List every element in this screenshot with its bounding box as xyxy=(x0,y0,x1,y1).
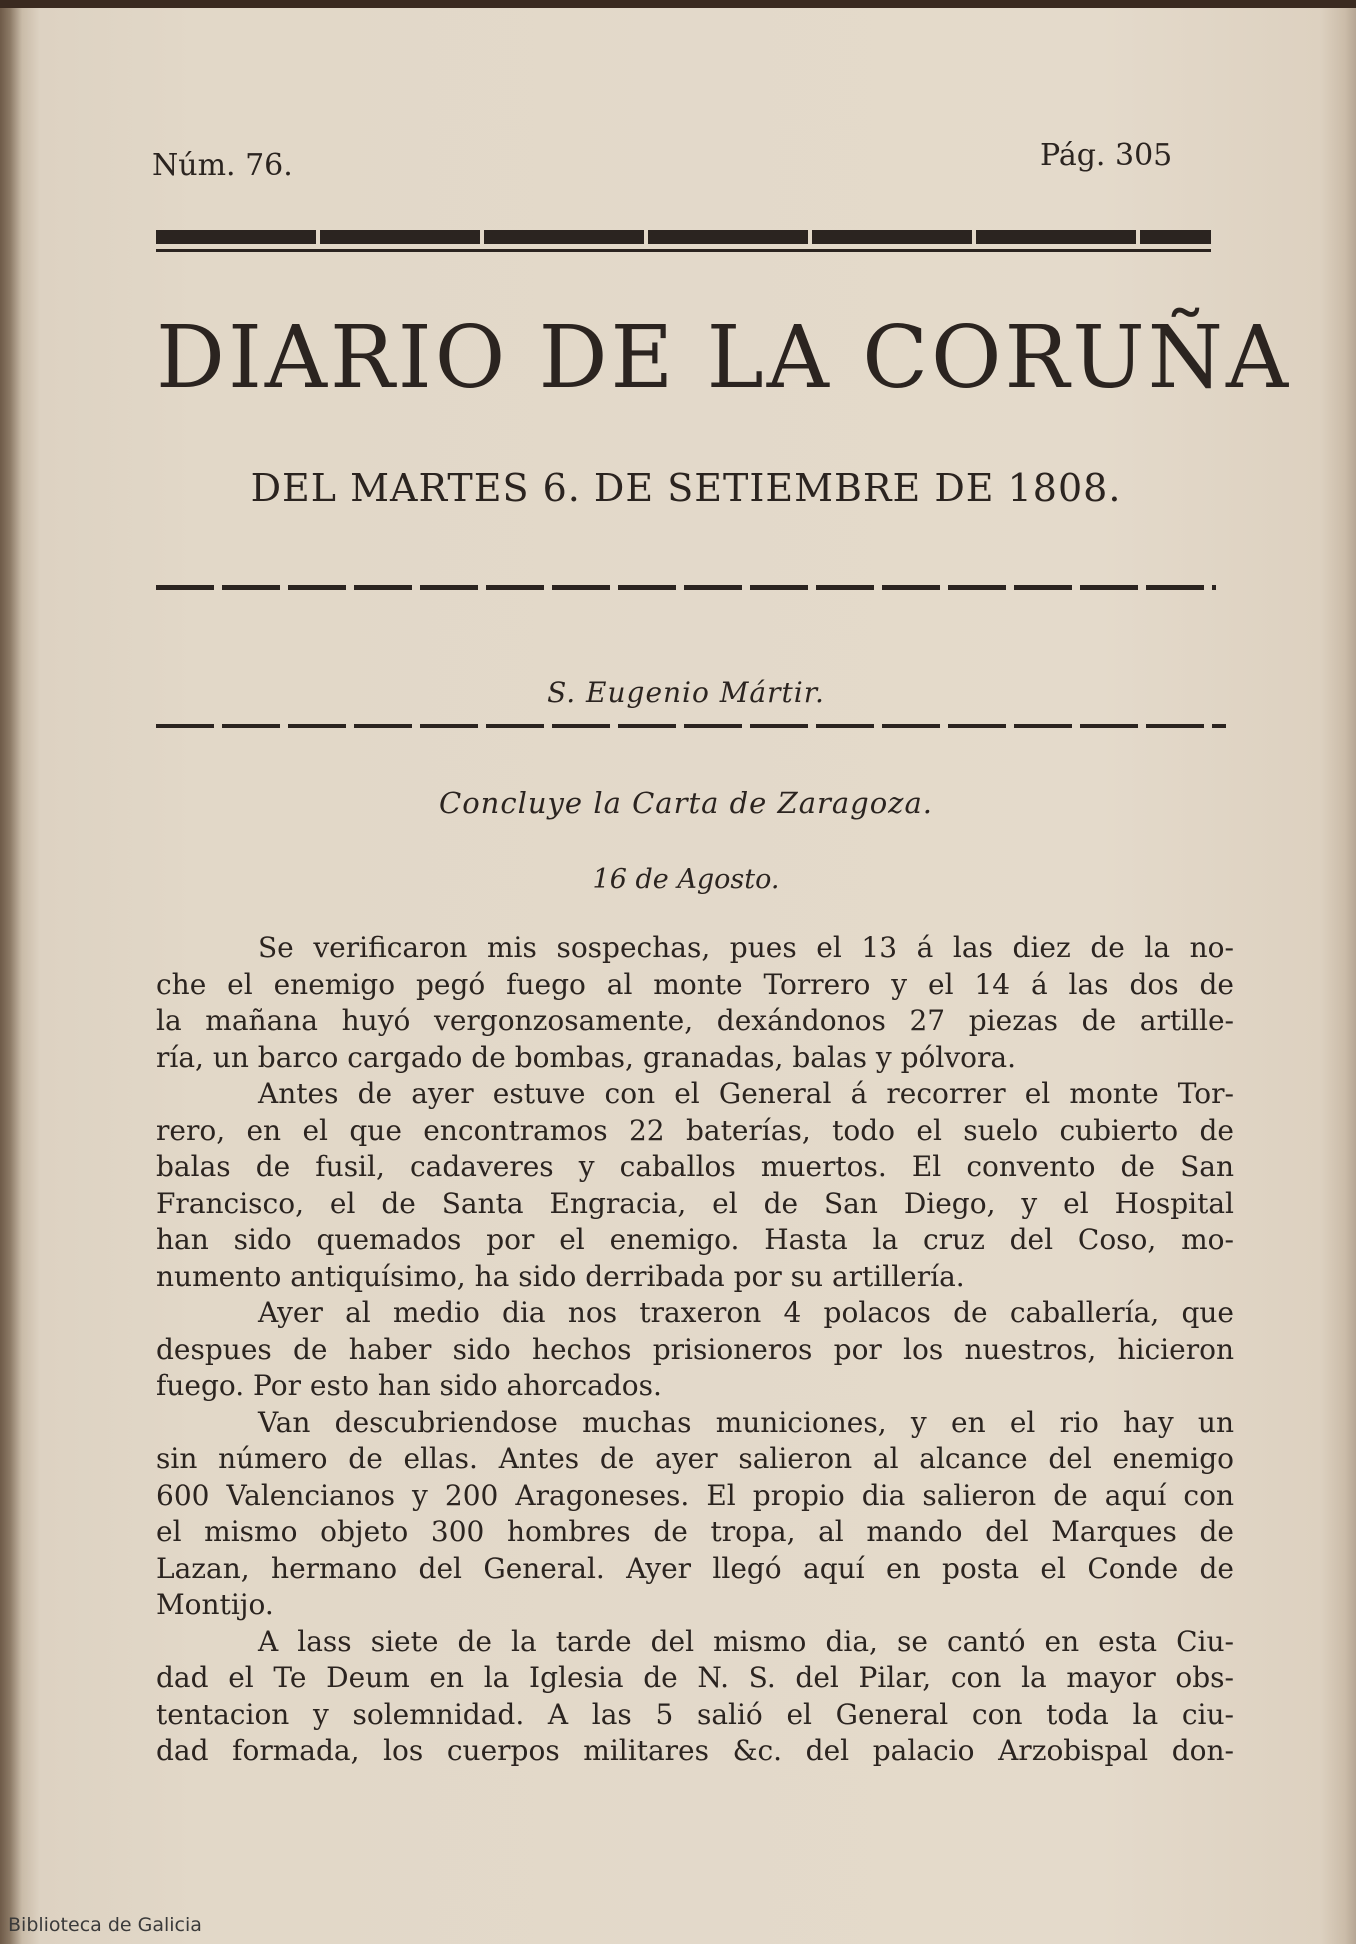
text-line: Van descubriendose muchas municiones, y en el rio hay un xyxy=(258,1405,1234,1439)
header-rule-top xyxy=(156,230,1211,244)
dateline-rule xyxy=(156,585,1216,590)
masthead-dateline: DEL MARTES 6. DE SETIEMBRE DE 1808. xyxy=(250,466,1122,510)
text-line: Antes de ayer estuve con el General á recorrer el monte Tor- xyxy=(258,1077,1234,1110)
header-rule-bottom xyxy=(156,249,1211,252)
issue-number: Núm. 76. xyxy=(152,148,293,183)
paragraph-1 xyxy=(156,930,1234,1076)
text-line: Francisco, el de Santa Engracia, el de San Diego, y el Hospital xyxy=(156,1186,1234,1220)
text-line: fuego. Por esto han sido ahorcados. xyxy=(156,1369,662,1402)
text-line: 600 Valencianos y 200 Aragoneses. El propio dia salieron de aquí con xyxy=(156,1478,1234,1512)
text-line: Se verificaron mis sospechas, pues el 13 á las diez de la no- xyxy=(258,931,1234,964)
text-line: el mismo objeto 300 hombres de tropa, al mando del Marques de xyxy=(156,1515,1234,1548)
text-line: Ayer al medio dia nos traxeron 4 polacos de caballería, que xyxy=(258,1296,1234,1329)
text-line: rero, en el que encontramos 22 baterías, todo el suelo cubierto de xyxy=(156,1113,1234,1147)
library-credit: Biblioteca de Galicia xyxy=(8,1914,202,1936)
paragraph-3 xyxy=(156,1295,1234,1405)
text-line: sin número de ellas. Antes de ayer salieron al alcance del enemigo xyxy=(156,1442,1234,1475)
page-number: Pág. 305 xyxy=(1040,138,1173,173)
newspaper-page xyxy=(30,8,1356,1944)
article-title: Concluye la Carta de Zaragoza. xyxy=(439,786,933,820)
text-line: despues de haber sido hechos prisioneros por los nuestros, hicieron xyxy=(156,1332,1234,1366)
saint-of-day: S. Eugenio Mártir. xyxy=(547,676,825,709)
text-line: ría, un barco cargado de bombas, granadas, balas y pólvora. xyxy=(156,1040,1016,1074)
text-line: la mañana huyó vergonzosamente, dexándonos 27 piezas de artille- xyxy=(156,1004,1234,1037)
text-line: A lass siete de la tarde del mismo dia, se cantó en esta Ciu- xyxy=(258,1624,1234,1658)
text-line: numento antiquísimo, ha sido derribada por su artillería. xyxy=(156,1259,965,1293)
paragraph-4 xyxy=(156,1405,1234,1624)
text-line: Montijo. xyxy=(156,1588,274,1621)
text-line: han sido quemados por el enemigo. Hasta la cruz del Coso, mo- xyxy=(156,1223,1234,1256)
saint-rule xyxy=(156,724,1226,728)
text-line: Lazan, hermano del General. Ayer llegó aquí en posta el Conde de xyxy=(156,1551,1234,1585)
paragraph-2 xyxy=(156,1076,1234,1295)
text-line: che el enemigo pegó fuego al monte Torrero y el 14 á las dos de xyxy=(156,967,1234,1001)
paragraph-5 xyxy=(156,1624,1234,1770)
text-line: dad el Te Deum en la Iglesia de N. S. del Pilar, con la mayor obs- xyxy=(156,1661,1234,1694)
page-top-edge xyxy=(0,0,1356,8)
text-line: tentacion y solemnidad. A las 5 salió el General con toda la ciu- xyxy=(156,1697,1234,1731)
text-line: balas de fusil, cadaveres y caballos muertos. El convento de San xyxy=(156,1150,1234,1183)
text-line: dad formada, los cuerpos militares &c. del palacio Arzobispal don- xyxy=(156,1734,1234,1767)
article-body xyxy=(156,930,1234,1770)
article-date: 16 de Agosto. xyxy=(592,864,780,895)
masthead-title: DIARIO DE LA CORUÑA xyxy=(156,308,1292,408)
